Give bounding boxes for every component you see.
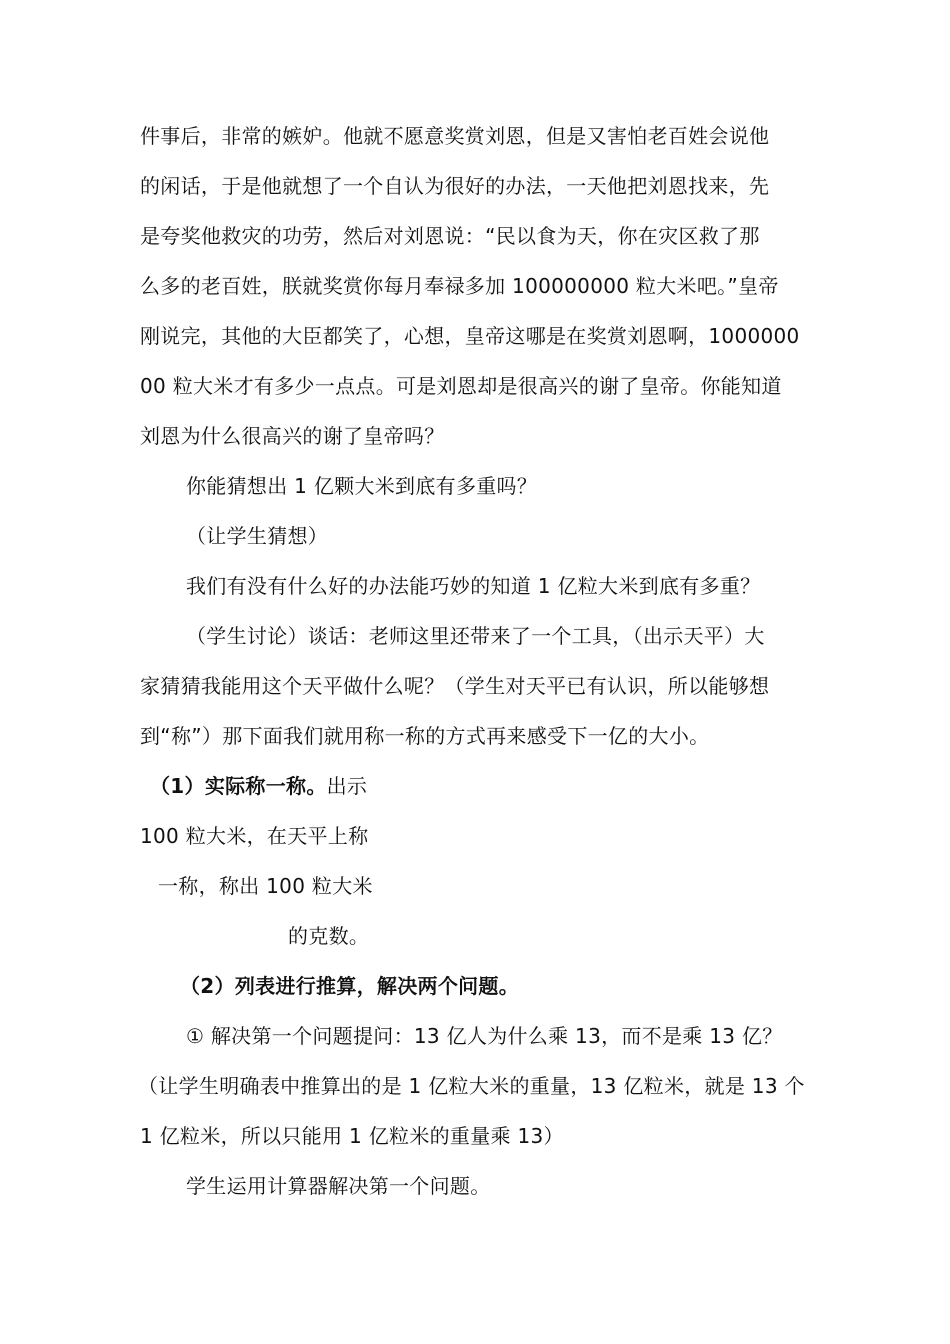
paragraph-line: 件事后，非常的嫉妒。他就不愿意奖赏刘恩，但是又害怕老百姓会说他 — [140, 124, 770, 148]
step2-note: （让学生明确表中推算出的是 1 亿粒大米的重量，13 亿粒米，就是 13 个 — [138, 1074, 805, 1098]
paragraph-line: （学生讨论）谈话：老师这里还带来了一个工具，（出示天平）大 — [186, 624, 765, 648]
paragraph-line: 刘恩为什么很高兴的谢了皇帝吗？ — [140, 424, 445, 448]
paragraph-line: 家猜猜我能用这个天平做什么呢？（学生对天平已有认识，所以能够想 — [140, 674, 770, 698]
step1-line — [150, 774, 367, 798]
step2-question: ① 解决第一个问题提问：13 亿人为什么乘 13，而不是乘 13 亿？ — [186, 1024, 783, 1048]
step2-calc: 学生运用计算器解决第一个问题。 — [186, 1174, 491, 1198]
step1-heading-tail: 出示 — [326, 774, 368, 798]
question-line: 你能猜想出 1 亿颗大米到底有多重吗？ — [186, 474, 538, 498]
paragraph-line: 刚说完，其他的大臣都笑了，心想，皇帝这哪是在奖赏刘恩啊，1000000 — [140, 324, 800, 348]
step2-heading: （2）列表进行推算，解决两个问题。 — [180, 974, 520, 998]
paragraph-line: 么多的老百姓，朕就奖赏你每月奉禄多加 100000000 粒大米吧。”皇帝 — [140, 274, 779, 298]
question-line: 我们有没有什么好的办法能巧妙的知道 1 亿粒大米到底有多重？ — [186, 574, 761, 598]
step2-note: 1 亿粒米，所以只能用 1 亿粒米的重量乘 13） — [140, 1124, 564, 1148]
paragraph-line: 到“称”）那下面我们就用称一称的方式再来感受下一亿的大小。 — [140, 724, 710, 748]
paragraph-line: 是夸奖他救灾的功劳，然后对刘恩说：“民以食为天，你在灾区救了那 — [140, 224, 760, 248]
stage-direction: （让学生猜想） — [186, 524, 329, 548]
paragraph-line: 的闲话，于是他就想了一个自认为很好的办法，一天他把刘恩找来，先 — [140, 174, 770, 198]
paragraph-line: 00 粒大米才有多少一点点。可是刘恩却是很高兴的谢了皇帝。你能知道 — [140, 374, 782, 398]
step1-heading: （1）实际称一称。 — [150, 774, 327, 798]
step1-line: 的克数。 — [288, 924, 370, 948]
step1-line: 一称，称出 100 粒大米 — [158, 874, 373, 898]
step1-line: 100 粒大米，在天平上称 — [140, 824, 369, 848]
